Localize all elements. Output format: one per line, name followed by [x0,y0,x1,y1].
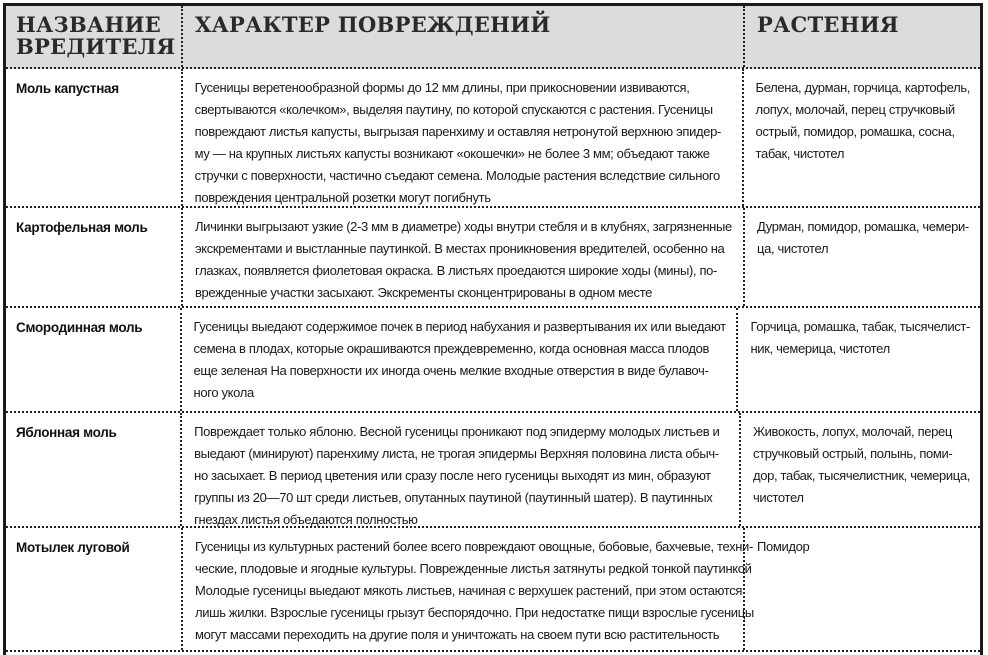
damage-cell [183,208,745,306]
table-header-row [6,6,980,69]
damage-line: Гусеницы выедают содержимое почек в период набухания и развертывания их или выедают [193,319,726,334]
damage-line: повреждения центральной розетки могут погибнуть [194,190,491,205]
damage-cell [182,308,739,411]
damage-line: гнездах листья объедаются полностью [194,512,418,527]
damage-line: ческие, плодовые и ягодные культуры. Поврежденные листья затянуты редкой тонкой паутинкой [195,561,752,576]
damage-line: но засыхает. В период цветения или сразу после него гусеницы выходят из мин, образуют [194,468,711,483]
table-row [6,413,980,528]
damage-line: повреждают листья капусты, выгрызая паренхиму и оставляя нетронутой верхнюю эпидер- [194,124,721,139]
damage-line: еще зеленая На поверхности их иногда очень мелкие входные отверстия в виде булавоч- [193,363,709,378]
damage-line: врежденные участки засыхают. Экскременты сконцентрированы в одном месте [195,285,653,300]
header-cell-damage [183,6,745,67]
plants-cell [741,413,980,526]
damage-line: ного укола [193,385,254,400]
damage-line: му — на крупных листьях капусты возникают «окошечки» не более 3 мм; объедают также [194,146,710,161]
pest-table [3,3,983,655]
pest-name: Смородинная моль [16,320,143,335]
header-damage: ХАРАКТЕР ПОВРЕЖДЕНИЙ [195,12,551,37]
table-row [6,208,980,308]
plants-line: лопух, молочай, перец стручковый [755,102,955,117]
damage-cell [182,413,741,526]
damage-line: Повреждает только яблоню. Весной гусеницы проникают под эпидерму молодых листьев и [194,424,720,439]
plants-line: ник, чемерица, чистотел [750,341,890,356]
plants-cell [744,69,980,206]
plants-line: острый, помидор, ромашка, сосна, [755,124,955,139]
damage-line: Гусеницы веретенообразной формы до 12 мм длины, при прикосновении извиваются, [194,80,690,95]
damage-line: семена в плодах, которые окрашиваются преждевременно, когда основная масса плодов [193,341,710,356]
damage-line: могут массами переходить на другие поля и уничтожать на своем пути всю растительность [195,627,720,642]
plants-cell [745,208,980,306]
damage-cell [183,528,754,650]
plants-line: Белена, дурман, горчица, картофель, [755,80,970,95]
header-plants: РАСТЕНИЯ [757,12,899,37]
plants-line: табак, чистотел [755,146,845,161]
damage-line: Молодые гусеницы выедают мякоть листьев, начиная с верхушек растений, при этом остаются [195,583,743,598]
damage-cell [183,69,744,206]
damage-line: группы из 20—70 шт среди листьев, опутанных паутиной (паутинный шатер). В паутинных [194,490,713,505]
damage-line: лишь жилки. Взрослые гусеницы грызут беспорядочно. При недостатке пищи взрослые гусеницы [195,605,754,620]
damage-line: свертываются «колечком», выделяя паутину, по которой спускаются с растения. Гусеницы [194,102,713,117]
damage-line: глазках, появляется фиолетовая окраска. В листьях проедаются широкие ходы (мины), по- [195,263,718,278]
table-row [6,69,980,208]
plants-line: Дурман, помидор, ромашка, чемери- [757,219,969,234]
damage-line: выедают (минируют) паренхиму листа, не трогая эпидермы Верхняя половина листа обыч- [194,446,719,461]
plants-line: Горчица, ромашка, табак, тысячелист- [750,319,970,334]
header-pest-name-line-1: НАЗВАНИЕ [16,12,162,37]
pest-name: Яблонная моль [16,425,117,440]
plants-cell [738,308,980,411]
header-cell-pest-name [6,6,183,67]
plants-line: Помидор [757,539,810,554]
table-row [6,528,980,652]
pest-name: Картофельная моль [16,220,148,235]
pest-name-cell [6,69,183,206]
damage-line: стручки с поверхности, частично съедают семена. Молодые растения вследствие сильного [194,168,720,183]
pest-name: Мотылек луговой [16,540,130,555]
pest-name-cell [6,208,183,306]
damage-line: экскрементами и выстланные паутинкой. В местах проникновения вредителей, особенно на [195,241,725,256]
pest-name: Моль капустная [16,81,119,96]
table-row [6,308,980,413]
plants-line: стручковый острый, полынь, поми- [752,446,953,461]
damage-line: Личинки выгрызают узкие (2-3 мм в диаметре) ходы внутри стебля и в клубнях, загрязненные [195,219,732,234]
pest-name-cell [6,308,182,411]
pest-name-cell [6,528,183,650]
pest-name-cell [6,413,182,526]
plants-line: чистотел [752,490,804,505]
header-pest-name-line-2: ВРЕДИТЕЛЯ [16,34,176,59]
plants-line: ца, чистотел [757,241,829,256]
header-cell-plants [745,6,980,67]
plants-line: Живокость, лопух, молочай, перец [752,424,952,439]
plants-line: дор, табак, тысячелистник, чемерица, [752,468,970,483]
plants-cell [745,528,980,650]
damage-line: Гусеницы из культурных растений более всего повреждают овощные, бобовые, бахчевые, техни- [195,539,753,554]
